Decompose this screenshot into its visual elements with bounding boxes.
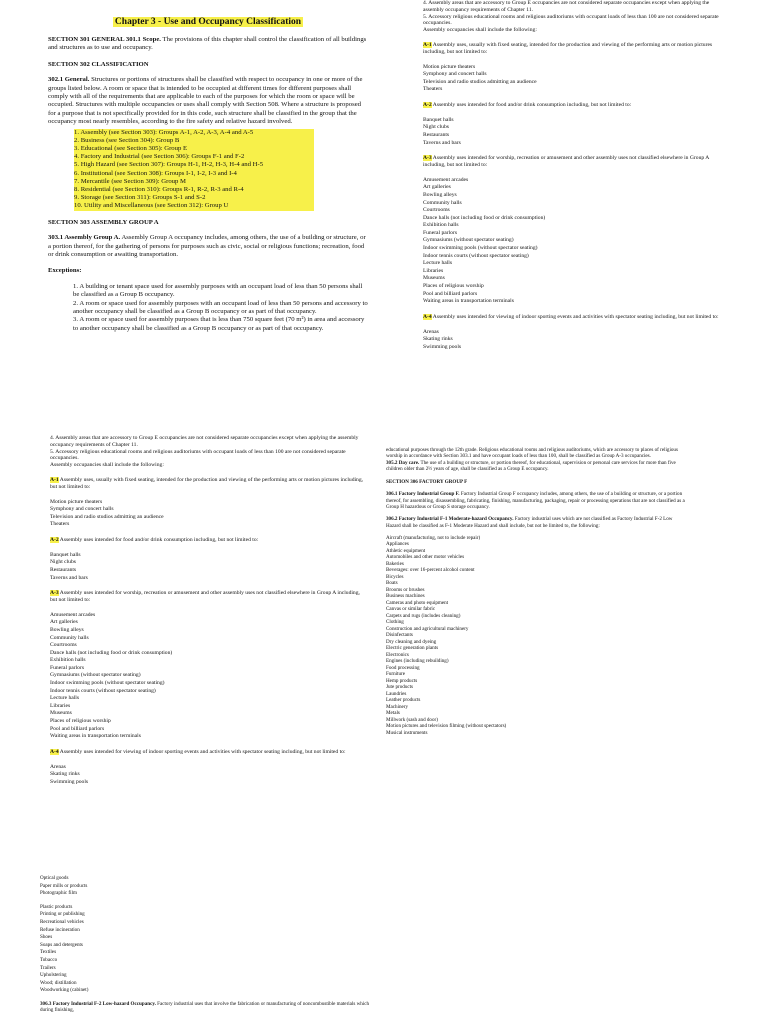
list-item: Lecture halls [50,695,80,702]
list-item: Soaps and detergents [40,941,83,948]
list-item: Restaurants [423,131,450,138]
factory-f1-list [386,535,686,737]
group-a1-text: Assembly uses, usually with fixed seating, intended for the production and viewing of the performing arts or motion pictures including, but not limited to: [50,476,364,490]
list-item: Dance halls (not including food or drink consumption) [423,214,546,221]
section-302-1-heading: 302.1 General. [48,76,90,84]
list-item: Swimming pools [50,778,89,785]
factory-f-heading: 306.1 Factory Industrial Group F. [386,491,460,498]
list-item: Exhibition halls [423,222,459,229]
group-a3-list [423,177,723,306]
list-item: Carpets and rugs (includes cleaning) [386,612,461,619]
group-a4-list [423,329,723,352]
group-item: 6. Institutional (see Section 308): Groups I-1, I-2, I-3 and I-4 [74,170,314,178]
list-item: Leather products [386,697,421,704]
list-item: Cameras and photo equipment [386,599,449,606]
list-item: Indoor tennis courts (without spectator seating) [423,252,529,259]
occupancy-groups-list [74,129,314,211]
group-a4-text: Assembly uses intended for viewing of indoor sporting events and activities with spectator seating including, but not limited to: [431,313,719,320]
assembly-groups-panel-bottom [50,435,368,855]
exceptions-label: Exceptions: [48,267,82,275]
factory-group-panel [386,447,686,842]
list-item: Motion picture theaters [50,498,103,505]
list-item: Amusement arcades [50,611,96,618]
factory-list-continued-b [40,904,370,995]
section-306-heading: SECTION 306 FACTORY GROUP F [386,479,468,486]
group-item: 10. Utility and Miscellaneous (see Section 312): Group U [74,202,314,210]
list-item: Paper mills or products [40,882,88,889]
section-302-heading: SECTION 302 CLASSIFICATION [48,60,149,68]
group-a1-description [423,42,723,56]
list-item: Furniture [386,671,405,678]
factory-f1-heading: 306.2 Factory Industrial F-1 Moderate-hazard Occupancy. [386,516,514,523]
list-item: Restaurants [50,566,77,573]
list-item: Night clubs [50,559,76,566]
list-item: Athletic equipment [386,547,426,554]
day-care-paragraph [386,460,686,473]
assembly-groups-panel-top [423,0,723,420]
list-item: Arenas [423,328,439,335]
section-301-text: The provisions of this chapter shall control the classification of all buildings and structures as to use and occupancy. [48,36,367,52]
factory-f-text: Factory Industrial Group F occupancy includes, among others, the use of a building or structure, or a portion thereof, for assembling, disassembling, fabricating, finishing, manufacturing, packaging, repair or processing operations that are not classified as a Group H hazardous or Group S storage occupancy. [386,491,685,511]
list-item: Taverns and bars [50,574,88,581]
list-item: Business machines [386,593,425,600]
group-a2-description [50,537,368,544]
group-a1-block [423,42,723,56]
group-a2-text: Assembly uses intended for food and/or drink consumption including, but not limited to: [58,536,259,543]
group-a3-block [423,155,723,169]
section-301-paragraph [48,36,368,53]
list-item: Food processing [386,664,420,671]
day-care-heading: 305.2 Day care. [386,459,420,466]
list-item: Bicycles [386,573,404,580]
list-item: Libraries [423,267,444,274]
list-item: Electric generation plants [386,645,439,652]
exceptions-list [73,283,368,333]
exception-item: 2. A room or space used for assembly purposes with an occupant load of less than 50 persons and accessory to another occupancy shall be classified as a Group B occupancy or as part of that occupancy. [73,299,368,315]
section-303-heading: SECTION 303 ASSEMBLY GROUP A [48,218,159,226]
group-a1-tag: A-1 [423,41,432,48]
list-item: Night clubs [423,124,449,131]
group-a3-tag: A-3 [423,155,432,162]
list-item: Places of religious worship [50,718,111,725]
factory-list-continued-a [40,875,370,898]
list-item: Wood; distillation [40,979,77,986]
list-item: Skating rinks [423,336,453,343]
list-item: Laundries [386,690,407,697]
group-item: 5. High Hazard (see Section 307): Groups H-1, H-2, H-3, H-4 and H-5 [74,161,314,169]
educational-intro: educational purposes through the 12th grade. Religious educational rooms and religious auditoriums, which are accessory to places of religious worship in accordance with Section 303.1 and have occupant loads of less than 100, shall be classified as Group A-3 occupancies. [386,447,678,460]
list-item: Swimming pools [423,343,462,350]
exception-item: 3. A room or space used for assembly purposes that is less than 750 square feet (70 m²) in area and accessory to another occupancy shall be classified as a Group B occupancy or as part of that occupancy. [73,316,365,332]
chapter-intro-panel [48,14,368,419]
list-item: Exhibition halls [50,657,86,664]
list-item: Taverns and bars [423,139,461,146]
include-line: Assembly occupancies shall include the following: [50,462,164,469]
list-item: Canvas or similar fabric [386,606,436,613]
group-a2-text: Assembly uses intended for food and/or drink consumption including, but not limited to: [431,101,632,108]
exception-5: 5. Accessory religious educational rooms and religious auditoriums with occupant loads of less than 100 are not considered separate occupancies. [423,13,719,27]
list-item: Pool and billiard parlors [50,725,105,732]
list-item: Bakeries [386,560,404,567]
exception-5: 5. Accessory religious educational rooms and religious auditoriums with occupant loads of less than 100 are not considered separate occupancies. [50,448,346,462]
list-item: Places of religious worship [423,283,484,290]
factory-continued-panel [40,875,370,1024]
list-item: Photographic film [40,890,77,897]
list-item: Printing or publishing [40,911,85,918]
section-302-1-text: Structures or portions of structures shall be classified with respect to occupancy in one or more of the groups listed below. A room or space that is intended to be occupied at different times for different purposes shall comply with all of the requirements that are applicable to each of the purposes for which the room or space will be occupied. Structures with multiple occupancies or uses shall comply with Section 508. Where a structure is proposed for a purpose that is not specifically provided for in this code, such structure shall be classified in the group that the occupancy most nearly resembles, according to the fire safety and relative hazard involved. [48,76,363,126]
group-a1-block [50,477,368,491]
list-item: Optical goods [40,875,69,881]
group-item: 3. Educational (see Section 305): Group E [74,145,314,153]
group-a1-description [50,477,368,491]
list-item: Waiting areas in transportation terminals [423,298,514,305]
group-item: 4. Factory and Industrial (see Section 306): Groups F-1 and F-2 [74,153,314,161]
list-item: Motion pictures and television filming (without spectators) [386,723,507,730]
list-item: Boats [386,580,398,587]
group-a1-tag: A-1 [50,476,59,483]
list-item: Theaters [423,86,443,93]
group-a3-block [50,590,368,604]
factory-f2-heading: 306.3 Factory Industrial F-2 Low-hazard Occupancy. [40,1000,156,1007]
group-a3-text: Assembly uses intended for worship, recreation or amusement and other assembly uses not classified elsewhere in Group A including, but not limited to: [423,155,709,168]
chapter-title-text: Chapter 3 - Use and Occupancy Classification [114,17,302,27]
list-item: Automobiles and other motor vehicles [386,554,465,561]
list-item: Amusement arcades [423,176,469,183]
list-item: Appliances [386,541,409,548]
group-a3-description [423,155,723,169]
list-item: Gymnasiums (without spectator seating) [50,672,141,679]
group-a1-text: Assembly uses, usually with fixed seating, intended for the production and viewing of the performing arts or motion pictures including, but not limited to: [423,41,713,55]
group-a1-list [50,499,368,529]
list-item: Trailers [40,964,56,971]
list-item: Symphony and concert halls [423,71,487,78]
list-item: Bowling alleys [50,626,84,633]
factory-f1-text: Factory industrial uses which are not classified as Factory Industrial F-2 Low Hazard shall be classified as F-1 Moderate Hazard and shall include, but not be limited to, the following: [386,516,673,529]
group-a4-tag: A-4 [50,748,59,755]
section-303-1-heading: 303.1 Assembly Group A. [48,234,121,242]
section-303-1-text: Assembly Group A occupancy includes, among others, the use of a building or structure, or a portion thereof, for the gathering of persons for purposes such as civic, social or religious functions; recreation, food or drink consumption or awaiting transportation. [48,234,366,258]
list-item: Motion picture theaters [423,63,476,70]
group-a3-text: Assembly uses intended for worship, recreation or amusement and other assembly uses not classified elsewhere in Group A including, but not limited to: [50,590,360,603]
list-item: Art galleries [50,619,78,626]
list-item: Shoes [40,934,53,941]
list-item: Aircraft (manufacturing, not to include repair) [386,534,481,541]
group-item: 2. Business (see Section 304): Group B [74,137,314,145]
list-item: Theaters [50,521,70,528]
list-item: Clothing [386,619,404,626]
chapter-title [48,16,368,28]
group-a2-tag: A-2 [50,536,59,543]
group-a2-block [423,102,723,109]
list-item: Musical instruments [386,729,428,736]
list-item: Refuse incineration [40,926,80,933]
day-care-text: The use of a building or structure, or portion thereof, for educational, supervision or personal care services for more than five children older than 2½ years of age, shall be classified as a Group E occupancy. [386,459,676,472]
group-a4-block [50,749,368,756]
list-item: Libraries [50,702,71,709]
group-item: 8. Residential (see Section 310): Groups R-1, R-2, R-3 and R-4 [74,186,314,194]
group-a2-tag: A-2 [423,101,432,108]
list-item: Community halls [50,634,89,641]
group-a2-description [423,102,723,109]
list-item: Indoor swimming pools (without spectator seating) [50,680,165,687]
list-item: Community halls [423,199,462,206]
list-item: Pool and billiard parlors [423,290,478,297]
list-item: Woodworking (cabinet) [40,987,89,994]
list-item: Television and radio studios admitting an audience [423,78,537,85]
list-item: Jute products [386,684,414,691]
list-item: Courtrooms [423,207,450,214]
list-item: Lecture halls [423,260,453,267]
list-item: Indoor swimming pools (without spectator seating) [423,245,538,252]
group-a4-text: Assembly uses intended for viewing of indoor sporting events and activities with spectator seating including, but not limited to: [58,748,346,755]
list-item: Machinery [386,703,409,710]
list-item: Waiting areas in transportation terminals [50,733,141,740]
list-item: Skating rinks [50,771,80,778]
list-item: Museums [50,710,72,717]
list-item: Textiles [40,949,57,956]
list-item: Banquet halls [423,116,454,123]
group-a4-description [423,314,723,321]
factory-f2-text: Factory industrial uses that involve the fabrication or manufacturing of noncombustible materials which during finishing, [40,1000,370,1014]
group-a4-tag: A-4 [423,313,432,320]
factory-f1-paragraph [386,516,686,529]
exception-4: 4. Assembly areas that are accessory to Group E occupancies are not considered separate occupancies except when applying the assembly occupancy requirements of Chapter 11. [423,0,710,13]
list-item: Upholstering [40,972,67,979]
group-item: 1. Assembly (see Section 303): Groups A-1, A-2, A-3, A-4 and A-5 [74,129,314,137]
list-item: Indoor tennis courts (without spectator seating) [50,687,156,694]
list-item: Art galleries [423,184,451,191]
factory-f-paragraph [386,491,686,510]
list-item: Disinfectants [386,632,413,639]
list-item: Tobacco [40,956,58,963]
group-a3-tag: A-3 [50,590,59,597]
list-item: Plastic products [40,903,73,910]
section-303-1-paragraph [48,234,368,259]
exception-4: 4. Assembly areas that are accessory to Group E occupancies are not considered separate occupancies except when applying the assembly occupancy requirements of Chapter 11. [50,435,359,448]
group-item: 7. Mercantile (see Section 309): Group M [74,178,314,186]
factory-f2-paragraph [40,1001,370,1014]
list-item: Banquet halls [50,551,81,558]
list-item: Beverages: over 16-percent alcohol content [386,567,475,574]
group-a2-list [423,117,723,147]
list-item: Metals [386,710,400,717]
group-a4-description [50,749,368,756]
group-a2-list [50,552,368,582]
list-item: Electronics [386,651,409,658]
list-item: Funeral parlors [50,664,85,671]
include-line: Assembly occupancies shall include the following: [423,27,537,34]
group-a2-block [50,537,368,544]
list-item: Construction and agricultural machinery [386,625,469,632]
group-a4-list [50,764,368,787]
list-item: Brooms or brushes [386,586,425,593]
list-item: Bowling alleys [423,191,457,198]
list-item: Recreational vehicles [40,918,84,925]
list-item: Museums [423,275,445,282]
list-item: Dance halls (not including food or drink consumption) [50,649,173,656]
group-a4-block [423,314,723,321]
list-item: Hemp products [386,677,418,684]
list-item: Millwork (sash and door) [386,716,438,723]
list-item: Gymnasiums (without spectator seating) [423,237,514,244]
list-item: Funeral parlors [423,229,458,236]
group-a1-list [423,64,723,94]
list-item: Courtrooms [50,642,77,649]
list-item: Television and radio studios admitting an audience [50,513,164,520]
exception-item: 1. A building or tenant space used for assembly purposes with an occupant load of less than 50 persons shall be classified as a Group B occupancy. [73,282,363,299]
group-item: 9. Storage (see Section 311): Groups S-1 and S-2 [74,194,314,202]
group-a3-description [50,590,368,604]
group-a3-list [50,612,368,741]
list-item: Symphony and concert halls [50,506,114,513]
section-302-1-paragraph [48,76,368,126]
section-301-heading: SECTION 301 GENERAL 301.1 Scope. [48,36,161,43]
list-item: Dry cleaning and dyeing [386,638,437,645]
list-item: Arenas [50,763,66,770]
list-item: Engines (including rebuilding) [386,658,449,665]
